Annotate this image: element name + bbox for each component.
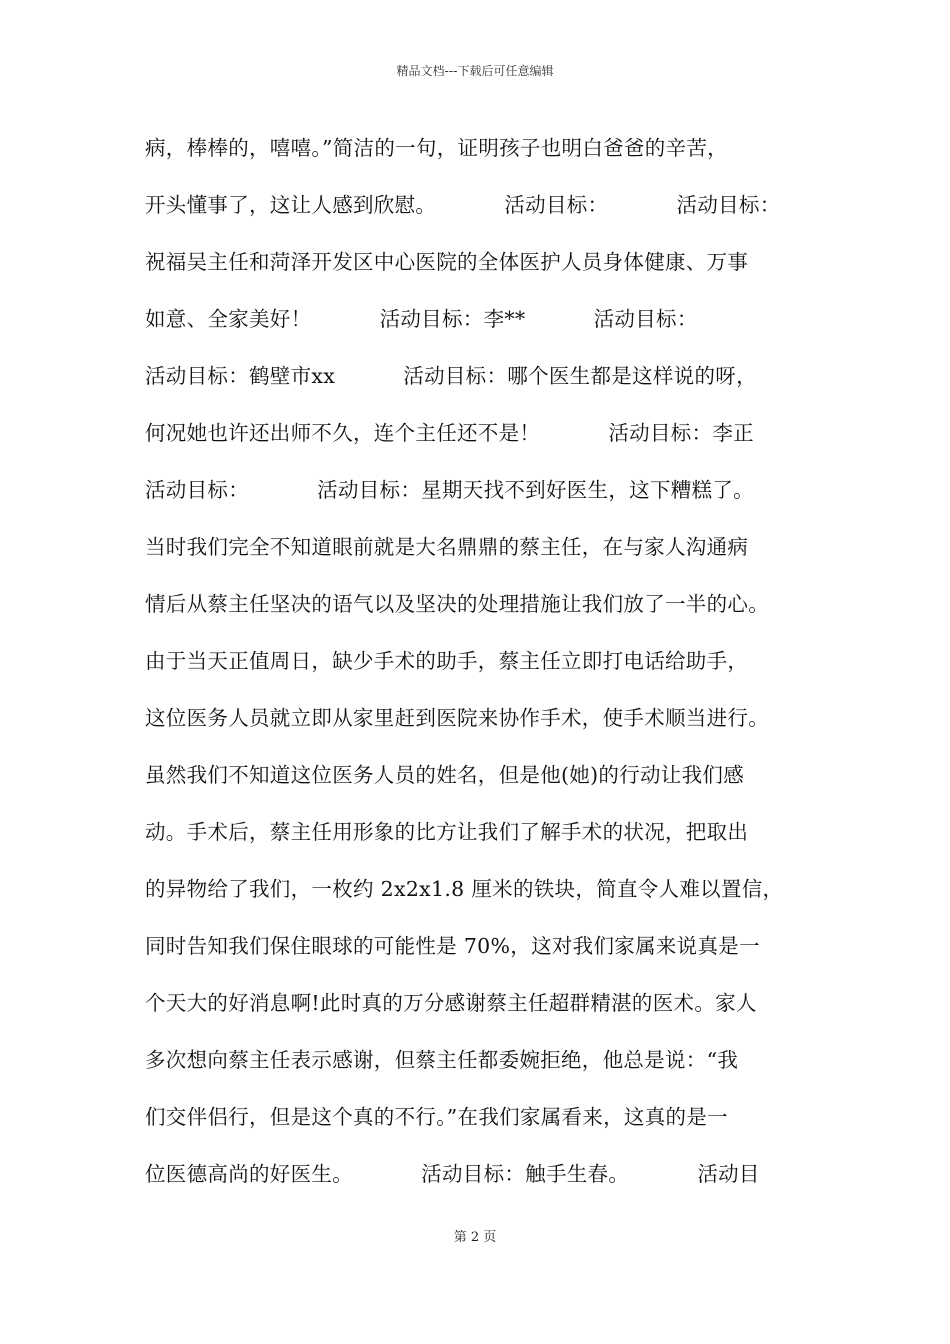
text-line-1: 病，棒棒的，嘻嘻。”简洁的一句，证明孩子也明白爸爸的辛苦， [145, 136, 728, 160]
text-line-19: 位医德高尚的好医生。 活动目标：触手生春。 活动目 [145, 1162, 760, 1186]
text-line-3: 祝福吴主任和菏泽开发区中心医院的全体医护人员身体健康、万事 [145, 250, 749, 274]
text-line-8: 当时我们完全不知道眼前就是大名鼎鼎的蔡主任，在与家人沟通病 [145, 535, 749, 559]
page-header: 精品文档---下载后可任意编辑 [396, 64, 554, 78]
text-line-15: 同时告知我们保住眼球的可能性是 70%，这对我们家属来说真是一 [145, 934, 760, 958]
text-line-4: 如意、全家美好！ 活动目标：李** 活动目标： [145, 307, 698, 331]
text-line-9: 情后从蔡主任坚决的语气以及坚决的处理措施让我们放了一半的心。 [145, 592, 769, 616]
text-line-12: 虽然我们不知道这位医务人员的姓名，但是他(她)的行动让我们感 [145, 763, 744, 787]
text-line-11: 这位医务人员就立即从家里赶到医院来协作手术，使手术顺当进行。 [145, 706, 769, 730]
page-number: 第 2 页 [453, 1230, 497, 1245]
text-line-5: 活动目标：鹤壁市xx 活动目标：哪个医生都是这样说的呀， [145, 364, 757, 388]
text-line-7: 活动目标： 活动目标：星期天找不到好医生，这下糟糕了。 [145, 478, 754, 502]
text-line-10: 由于当天正值周日，缺少手术的助手，蔡主任立即打电话给助手， [145, 649, 749, 673]
text-line-17: 多次想向蔡主任表示感谢，但蔡主任都委婉拒绝，他总是说：“我 [145, 1048, 739, 1072]
text-line-18: 们交伴侣行，但是这个真的不行。”在我们家属看来，这真的是一 [145, 1105, 728, 1129]
document-body [145, 128, 825, 1211]
text-line-6: 何况她也许还出师不久，连个主任还不是！ 活动目标：李正 [145, 421, 754, 445]
text-line-13: 动。手术后，蔡主任用形象的比方让我们了解手术的状况，把取出 [145, 820, 749, 844]
text-line-2: 开头懂事了，这让人感到欣慰。 活动目标： 活动目标： [145, 193, 781, 217]
text-line-14: 的异物给了我们，一枚约 2x2x1.8 厘米的铁块，简直令人难以置信， [145, 877, 784, 901]
text-line-16: 个天大的好消息啊!此时真的万分感谢蔡主任超群精湛的医术。家人 [145, 991, 757, 1015]
